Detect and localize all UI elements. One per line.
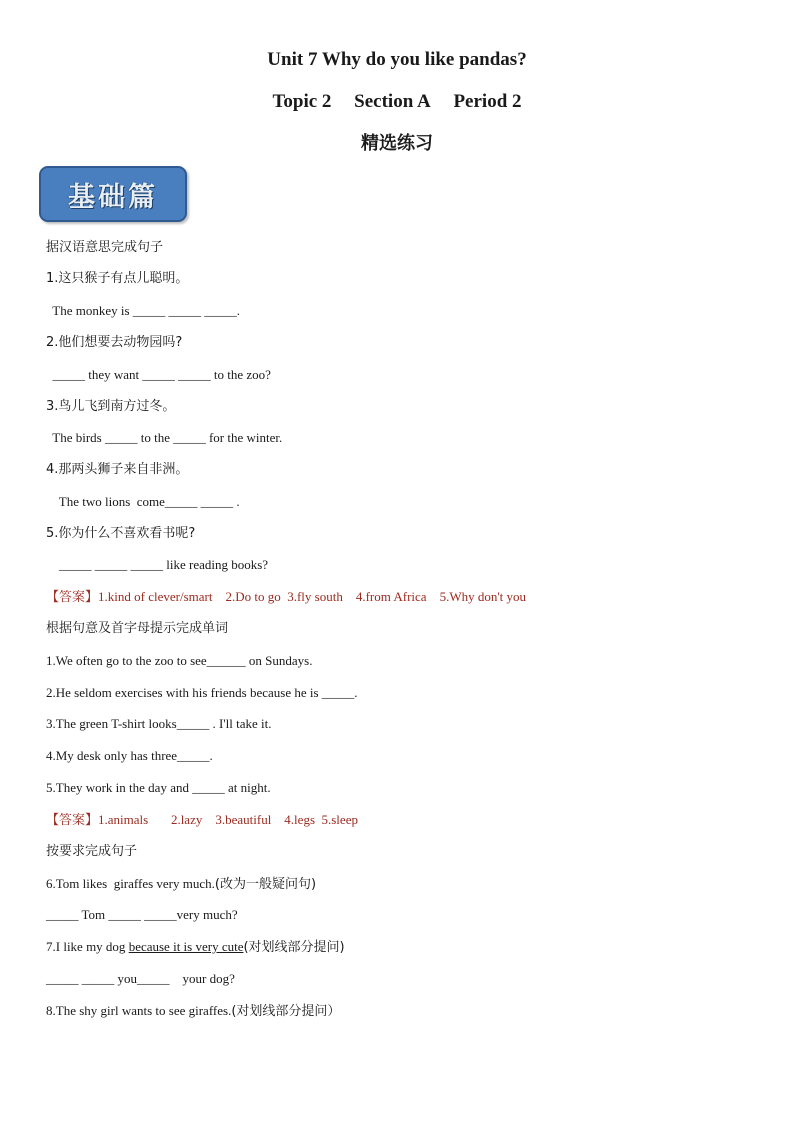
part1-heading: 据汉语意思完成句子 [46, 240, 164, 255]
page-title: Unit 7 Why do you like pandas? [267, 49, 527, 70]
q6-sentence: 6.Tom likes giraffes very much. [46, 876, 215, 891]
answer-text: 1.animals 2.lazy 3.beautiful 4.legs 5.sleep [98, 812, 358, 827]
part1-q4-en: The two lions come_____ _____ . [46, 494, 240, 509]
section-label: Section A [354, 91, 431, 112]
page-subtitle: 精选练习 [361, 133, 433, 154]
q8-instruction: (对划线部分提问） [231, 1004, 341, 1019]
part1-q5-cn: 5.你为什么不喜欢看书呢? [46, 526, 196, 541]
part1-answer [46, 588, 526, 607]
topic-label: Topic 2 [272, 91, 332, 112]
part2-heading: 根据句意及首字母提示完成单词 [46, 621, 229, 636]
part3-q7 [46, 938, 345, 957]
answer-text: 1.kind of clever/smart 2.Do to go 3.fly south 4.from Africa 5.Why don't you [98, 589, 527, 604]
q6-instruction: (改为一般疑问句) [214, 877, 317, 892]
q7-underlined: because it is very cute [128, 939, 244, 954]
part3-q7-blank: _____ _____ you_____ your dog? [46, 971, 235, 986]
part3-q6-blank: _____ Tom _____ _____very much? [46, 907, 238, 922]
part2-q4: 4.My desk only has three_____. [46, 748, 213, 763]
part2-q5: 5.They work in the day and _____ at night. [46, 780, 271, 795]
answer-tag: 【答案】 [46, 813, 99, 828]
basic-section-badge [39, 166, 187, 222]
part1-q2-en: _____ they want _____ _____ to the zoo? [46, 367, 271, 382]
part3-heading: 按要求完成句子 [46, 844, 138, 859]
part1-q2-cn: 2.他们想要去动物园吗? [46, 335, 183, 350]
part3-q6 [46, 875, 316, 894]
part2-q1: 1.We often go to the zoo to see______ on Sundays. [46, 653, 313, 668]
part2-answer [46, 811, 358, 830]
part3-q8 [46, 1002, 340, 1021]
part1-q1-en: The monkey is _____ _____ _____. [46, 303, 241, 318]
badge-label: 基础篇 [68, 181, 158, 213]
part1-q3-en: The birds _____ to the _____ for the winter. [46, 430, 283, 445]
q8-sentence: 8.The shy girl wants to see giraffes. [46, 1003, 232, 1018]
part1-q4-cn: 4.那两头狮子来自非洲。 [46, 462, 189, 477]
part1-q5-en: _____ _____ _____ like reading books? [46, 557, 269, 572]
answer-tag: 【答案】 [46, 590, 99, 605]
period-label: Period 2 [453, 91, 522, 112]
part1-q3-cn: 3.鸟儿飞到南方过冬。 [46, 399, 176, 414]
topic-line [0, 90, 794, 114]
q7-instruction: (对划线部分提问) [243, 940, 345, 955]
part2-q3: 3.The green T-shirt looks_____ . I'll take it. [46, 716, 272, 731]
part1-q1-cn: 1.这只猴子有点儿聪明。 [46, 271, 189, 286]
part2-q2: 2.He seldom exercises with his friends because he is _____. [46, 685, 358, 700]
q7-sentence: 7.I like my dog [46, 939, 129, 954]
